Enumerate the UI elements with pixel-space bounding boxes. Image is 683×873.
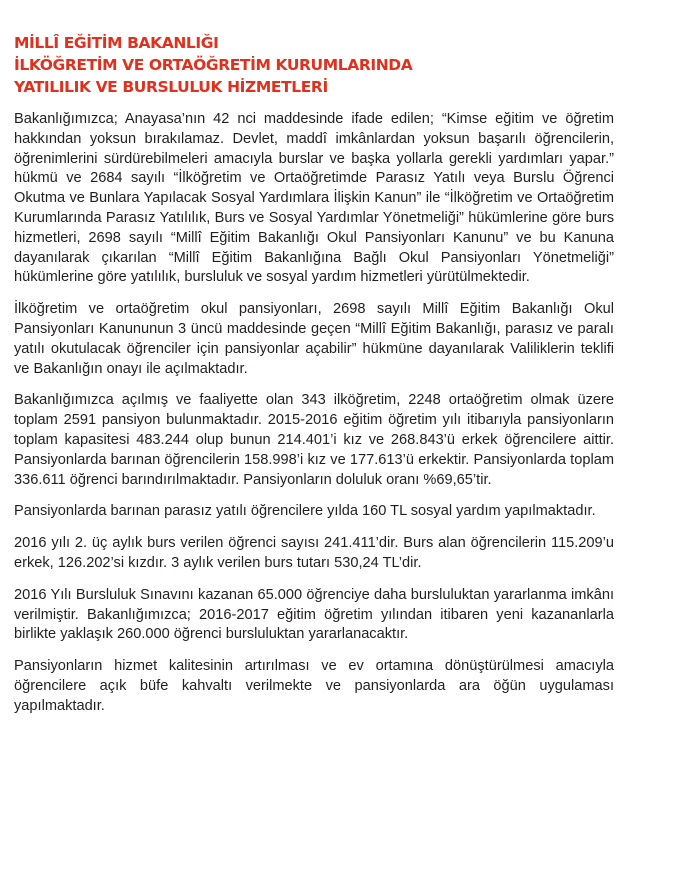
title-line-1: MİLLÎ EĞİTİM BAKANLIĞI (14, 34, 219, 52)
paragraph-pension-statistics: Bakanlığımızca açılmış ve faaliyette olan 343 ilköğretim, 2248 ortaöğretim olmak üzere toplam 2591 pansiyon bulunmaktadır. 2015-2016 eğitim öğretim yılı itibarıyla pansiyonların toplam kapasitesi 483.244 olup bunun 214.401’i kız ve 268.843’ü erkek öğrencilere aittir. Pansiyonlarda barınan öğrencilerin 158.998’i kız ve 177.613’ü erkektir. Pansiyonlarda toplam 336.611 öğrenci barındırılmaktadır. Pansiyonların doluluk oranı %69,65’tir. (14, 392, 614, 488)
document-page (14, 32, 614, 717)
title-line-2: İLKÖĞRETİM VE ORTAÖĞRETİM KURUMLARINDA (14, 56, 413, 74)
paragraph-scholarship-exam: 2016 Yılı Bursluluk Sınavını kazanan 65.000 öğrenciye daha bursluluktan yararlanma imkânı verilmiştir. Bakanlığımızca; 2016-2017 eğitim öğretim yılından itibaren yeni kazananlarla birlikte yaklaşık 260.000 öğrenci bursluluktan yararlanacaktır. (14, 586, 614, 643)
paragraph-legal-basis: Bakanlığımızca; Anayasa’nın 42 nci maddesinde ifade edilen; “Kimse eğitim ve öğretim hakkından yoksun bırakılamaz. Devlet, maddî imkânlardan yoksun başarılı öğrencilerin, öğrenimlerini sürdürebilmeleri amacıyla burslar ve başka yollarla gerekli yardımları yapar.” hükmü ve 2684 sayılı “İlköğretim ve Ortaöğretimde Parasız Yatılı veya Burslu Öğrenci Okutma ve Bunlara Yapılacak Sosyal Yardımlara İlişkin Kanun” ile “İlköğretim ve Ortaöğretim Kurumlarında Parasız Yatılılık, Burs ve Sosyal Yardımlar Yönetmeliği” hükümlerine göre burs hizmetleri, 2698 sayılı “Millî Eğitim Bakanlığı Okul Pansiyonları Kanunu” ve bu Kanuna dayanılarak çıkarılan “Millî Eğitim Bakanlığına Bağlı Okul Pansiyonları Yönetmeliği” hükümlerine göre yatılılık, bursluluk ve sosyal yardım hizmetleri yürütülmektedir. (14, 111, 614, 286)
paragraph-service-quality: Pansiyonların hizmet kalitesinin artırılması ve ev ortamına dönüştürülmesi amacıyla öğrencilere açık büfe kahvaltı verilmekte ve pansiyonlarda ara öğün uygulaması yapılmaktadır. (14, 658, 614, 714)
title-line-3: YATILILIK VE BURSLULUK HİZMETLERİ (14, 78, 328, 96)
document-body (14, 110, 614, 717)
paragraph-pension-opening: İlköğretim ve ortaöğretim okul pansiyonları, 2698 sayılı Millî Eğitim Bakanlığı Okul Pansiyonları Kanununun 3 üncü maddesinde geçen “Millî Eğitim Bakanlığı, parasız ve paralı yatılı okutulacak öğrenciler için pansiyonlar açabilir” hükmüne dayanılarak Valiliklerin teklifi ve Bakanlığın onayı ile açılmaktadır. (14, 301, 614, 377)
document-title (14, 32, 614, 98)
paragraph-scholarship-count: 2016 yılı 2. üç aylık burs verilen öğrenci sayısı 241.411’dir. Burs alan öğrencilerin 115.209’u erkek, 126.202’si kızdır. 3 aylık verilen burs tutarı 530,24 TL’dir. (14, 535, 614, 571)
paragraph-social-aid: Pansiyonlarda barınan parasız yatılı öğrencilere yılda 160 TL sosyal yardım yapılmaktadır. (14, 503, 596, 520)
